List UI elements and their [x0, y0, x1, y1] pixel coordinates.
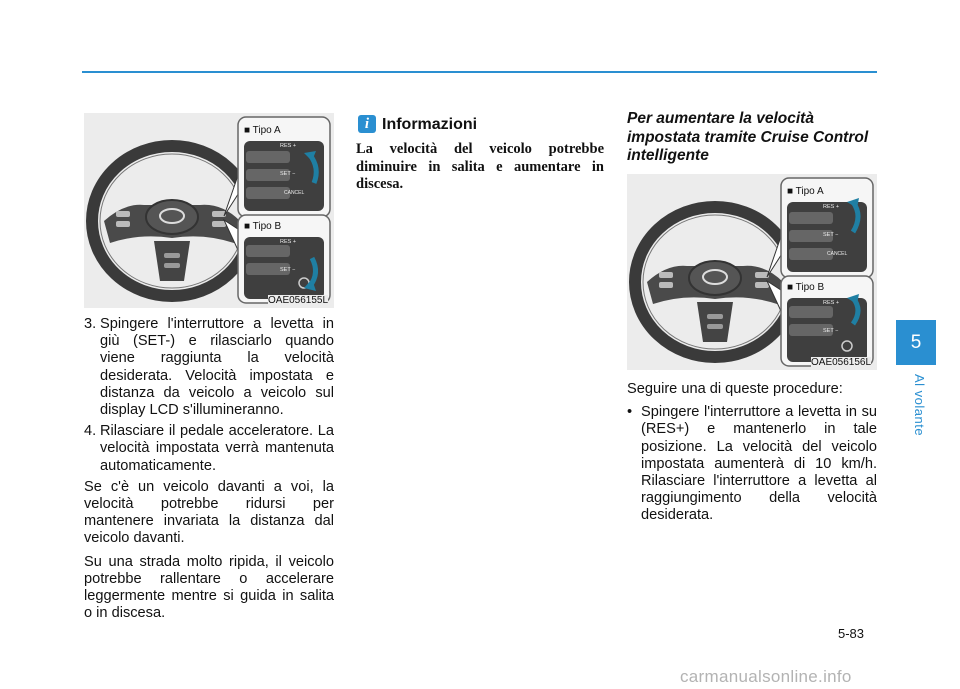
section-title: Per aumentare la velocità impostata tramite Cruise Control intelligente — [627, 110, 869, 164]
right-column-text — [627, 381, 877, 525]
header-rule — [82, 71, 877, 73]
item-number: 4. — [84, 423, 97, 440]
left-column-text — [84, 316, 334, 628]
item-text: Spingere l'interruttore a levetta in giù (SET-) e rilasciarlo quando viene raggiunta la velocità desiderata. Velocità impostata e distanza da veicolo a veicolo sul display LCD s'illumineranno. — [100, 316, 334, 419]
intro-text: Seguire una di queste procedure: — [627, 381, 843, 397]
list-item — [627, 404, 877, 524]
list-item — [84, 316, 334, 419]
panel-a-label: ■ Tipo A — [787, 186, 824, 197]
item-number: 3. — [84, 316, 97, 332]
panel-a-cancel: CANCEL — [284, 190, 305, 196]
panel-a-cancel: CANCEL — [827, 251, 848, 257]
item-text: Rilasciare il pedale acceleratore. La velocità impostata verrà mantenuta automaticamente. — [100, 423, 334, 474]
paragraph: Se c'è un veicolo davanti a voi, la velocità potrebbe ridursi per mantenere invariata la distanza dal veicolo davanti. — [84, 478, 334, 547]
figure-code: OAE056156L — [811, 357, 872, 368]
steering-wheel-figure-left — [84, 113, 334, 308]
panel-a-res: RES + — [823, 204, 840, 210]
chapter-number-tab: 5 — [896, 320, 936, 365]
panel-b-label: ■ Tipo B — [787, 282, 825, 293]
steering-wheel-figure-right — [627, 174, 877, 370]
panel-a-res: RES + — [280, 143, 297, 149]
panel-a-set: SET − — [280, 171, 296, 177]
info-icon: i — [358, 115, 376, 133]
panel-b-set: SET − — [280, 267, 296, 273]
panel-a-set: SET − — [823, 232, 839, 238]
list-item — [84, 423, 334, 475]
panel-b-res: RES + — [280, 239, 297, 245]
steering-wheel-illustration — [627, 174, 877, 370]
bullet-text: Spingere l'interruttore a levetta in su (RES+) e mantenerlo in tale posizione. La velocità del veicolo impostata aumenterà di 10 km/h. Rilasciare l'interruttore a levetta al raggiungimento della velocità desiderata. — [641, 404, 877, 524]
info-title: Informazioni — [382, 116, 478, 133]
watermark: carmanualsonline.info — [680, 667, 852, 686]
chapter-name: Al volante — [912, 374, 927, 437]
info-body: La velocità del veicolo potrebbe diminuire in salita e aumentare in discesa. — [356, 141, 604, 192]
figure-code: OAE056155L — [268, 295, 329, 306]
steering-wheel-illustration — [84, 113, 334, 308]
paragraph: Su una strada molto ripida, il veicolo potrebbe rallentare o accelerare leggermente mentre si guida in salita o in discesa. — [84, 553, 334, 622]
bullet: • — [627, 404, 633, 421]
panel-b-set: SET − — [823, 328, 839, 334]
panel-a-label: ■ Tipo A — [244, 125, 281, 136]
panel-b-label: ■ Tipo B — [244, 221, 282, 232]
page-number: 5-83 — [838, 626, 865, 641]
panel-b-res: RES + — [823, 300, 840, 306]
